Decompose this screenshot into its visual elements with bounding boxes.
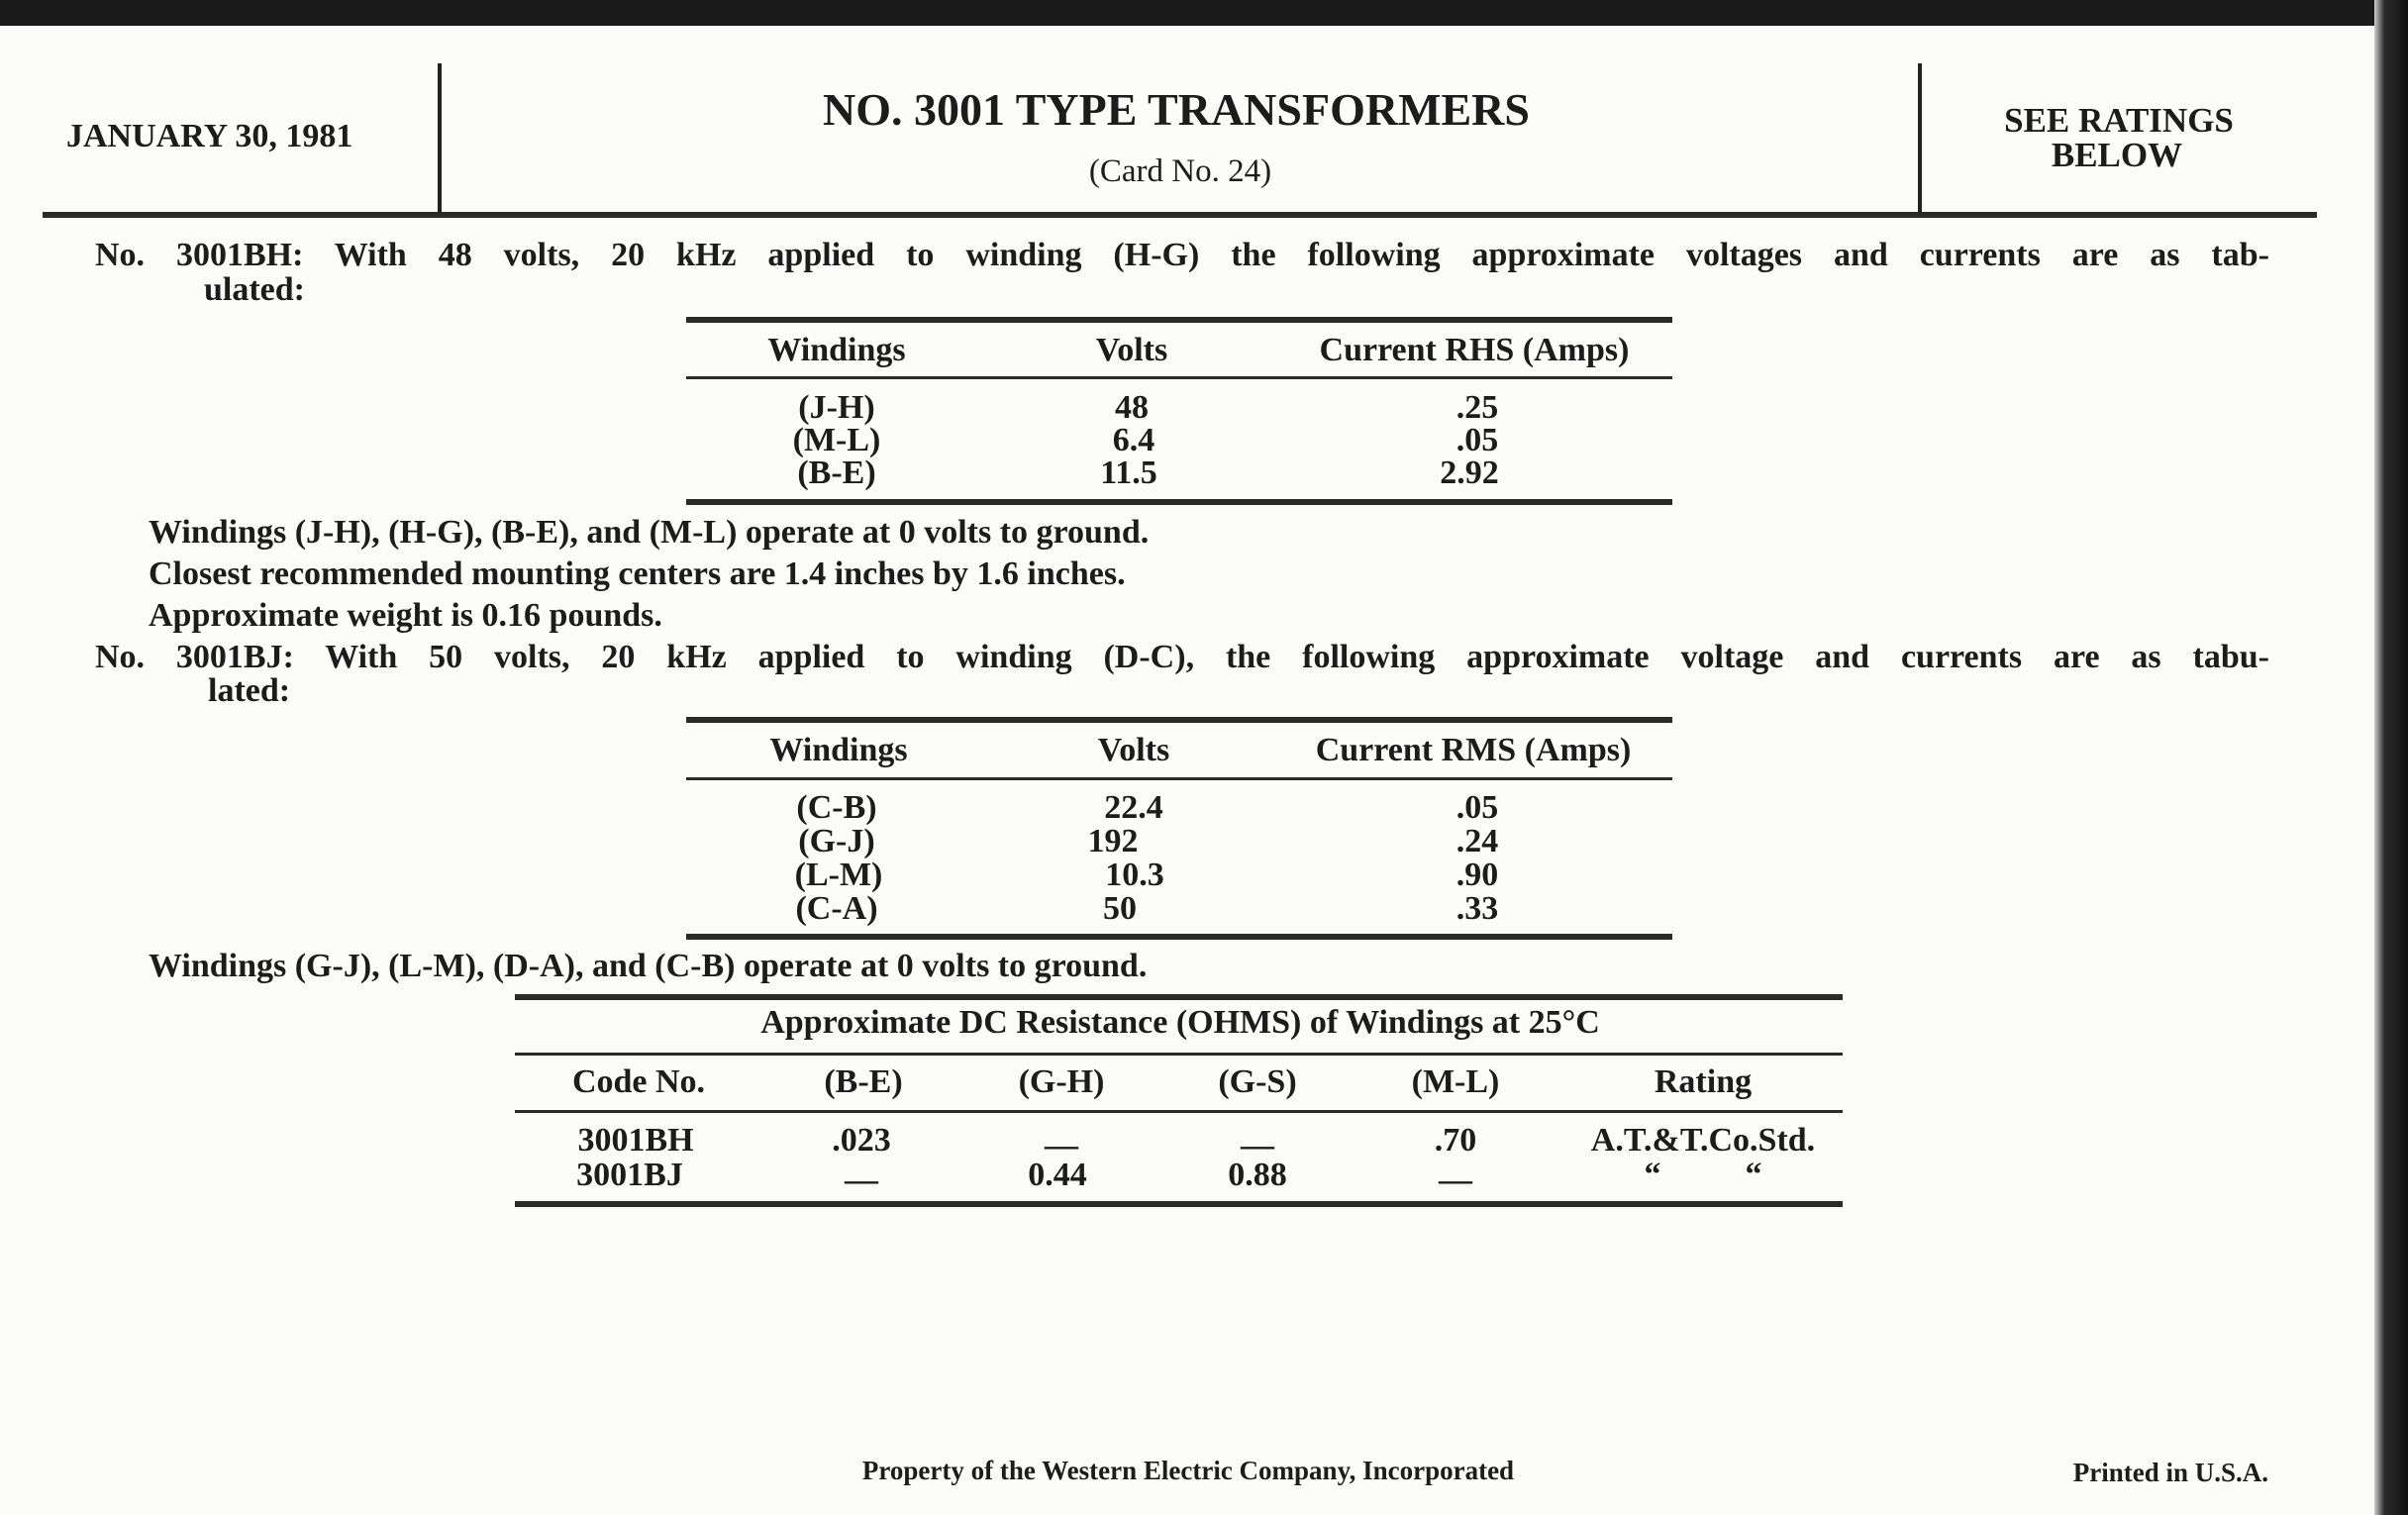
res-row-1-gs: —	[1241, 1127, 1274, 1163]
res-row-2-gs: 0.88	[1228, 1157, 1287, 1193]
bh-row-3-current: 2.92	[1440, 454, 1499, 491]
bh-note-ground: Windings (J-H), (H-G), (B-E), and (M-L) operate at 0 volts to ground.	[149, 514, 1150, 551]
bj-table-bottom-rule	[686, 934, 1672, 940]
resistance-table-bottom-rule	[515, 1201, 1843, 1207]
bj-header-volts: Volts	[1097, 732, 1170, 768]
bh-row-2-winding: (M-L)	[792, 422, 881, 458]
bh-table-header-rule	[686, 376, 1672, 379]
res-row-1-code: 3001BH	[577, 1122, 694, 1159]
bh-row-1-winding: (J-H)	[798, 389, 875, 426]
resistance-header-rule	[515, 1110, 1843, 1113]
header-divider-left	[438, 63, 442, 212]
res-header-rating: Rating	[1654, 1063, 1753, 1100]
bj-row-3-volts: 10.3	[1105, 857, 1164, 893]
bh-row-1-current: .25	[1455, 389, 1499, 426]
bh-row-1-volts: 48	[1115, 389, 1149, 426]
resistance-title-rule	[515, 1053, 1843, 1056]
bj-row-2-winding: (G-J)	[798, 823, 875, 859]
bj-row-1-winding: (C-B)	[796, 789, 877, 826]
ratings-note-line1: SEE RATINGS	[2004, 101, 2234, 140]
res-row-2-be: —	[845, 1162, 878, 1198]
bj-row-1-current: .05	[1455, 789, 1499, 826]
bj-row-3-current: .90	[1455, 857, 1499, 893]
bj-row-2-volts: 192	[1087, 823, 1139, 859]
bj-row-1-volts: 22.4	[1104, 789, 1163, 826]
bh-row-3-winding: (B-E)	[797, 454, 876, 491]
bh-note-weight: Approximate weight is 0.16 pounds.	[149, 597, 662, 634]
res-header-ml: (M-L)	[1411, 1063, 1500, 1100]
card-number: (Card No. 24)	[1088, 153, 1272, 189]
res-row-1-gh: —	[1045, 1127, 1078, 1163]
res-row-2-ml: —	[1439, 1162, 1472, 1198]
bj-row-4-winding: (C-A)	[795, 890, 878, 927]
header-rule	[43, 212, 2317, 218]
bj-row-4-volts: 50	[1103, 890, 1137, 927]
footer-property: Property of the Western Electric Company, Incorporated	[861, 1456, 1515, 1485]
bj-row-4-current: .33	[1455, 890, 1499, 927]
bh-header-windings: Windings	[767, 332, 906, 368]
header-divider-right	[1918, 63, 1922, 212]
bj-header-current: Current RMS (Amps)	[1315, 732, 1632, 768]
bj-description-line1: No. 3001BJ: With 50 volts, 20 kHz applied to winding (D-C), the following approximate voltage and currents are as tabu-	[95, 639, 2269, 675]
res-header-gs: (G-S)	[1218, 1063, 1297, 1100]
res-row-2-code: 3001BJ	[576, 1157, 683, 1193]
bh-row-3-volts: 11.5	[1100, 454, 1157, 491]
bj-header-windings: Windings	[769, 732, 908, 768]
res-row-1-ml: .70	[1434, 1122, 1477, 1159]
scan-top-border	[0, 0, 2408, 26]
ratings-note-line2: BELOW	[2051, 136, 2183, 174]
bj-description-line2: lated:	[208, 672, 291, 709]
bh-table-bottom-rule	[686, 499, 1672, 505]
bh-row-2-volts: 6.4	[1112, 422, 1155, 458]
res-row-1-be: .023	[832, 1122, 891, 1159]
resistance-table-title: Approximate DC Resistance (OHMS) of Windings at 25°C	[760, 1004, 1600, 1041]
footer-printed: Printed in U.S.A.	[2072, 1458, 2268, 1487]
bj-row-3-winding: (L-M)	[794, 857, 883, 893]
res-header-gh: (G-H)	[1018, 1063, 1105, 1100]
bh-header-volts: Volts	[1095, 332, 1168, 368]
resistance-table-top-rule	[515, 994, 1843, 1000]
bh-note-mounting: Closest recommended mounting centers are 1.4 inches by 1.6 inches.	[149, 556, 1126, 592]
bh-row-2-current: .05	[1455, 422, 1499, 458]
bj-table-top-rule	[686, 717, 1672, 723]
bj-note-ground: Windings (G-J), (L-M), (D-A), and (C-B) operate at 0 volts to ground.	[149, 948, 1148, 984]
bh-description-line2: ulated:	[204, 271, 305, 308]
bj-row-2-current: .24	[1455, 823, 1499, 859]
res-header-be: (B-E)	[824, 1063, 903, 1100]
bh-header-current: Current RHS (Amps)	[1319, 332, 1630, 368]
bj-table-header-rule	[686, 777, 1672, 780]
page-title: NO. 3001 TYPE TRANSFORMERS	[823, 84, 1530, 135]
res-row-1-rating: A.T.&T.Co.Std.	[1590, 1122, 1816, 1159]
res-row-2-gh: 0.44	[1028, 1157, 1087, 1193]
res-header-code: Code No.	[571, 1063, 706, 1100]
bh-table-top-rule	[686, 317, 1672, 323]
res-row-2-rating: “ “	[1644, 1157, 1762, 1193]
card-date: JANUARY 30, 1981	[66, 118, 353, 154]
scan-right-border	[2374, 0, 2408, 1515]
bh-description-line1: No. 3001BH: With 48 volts, 20 kHz applied to winding (H-G) the following approximate voltages and currents are as tab-	[95, 237, 2269, 273]
